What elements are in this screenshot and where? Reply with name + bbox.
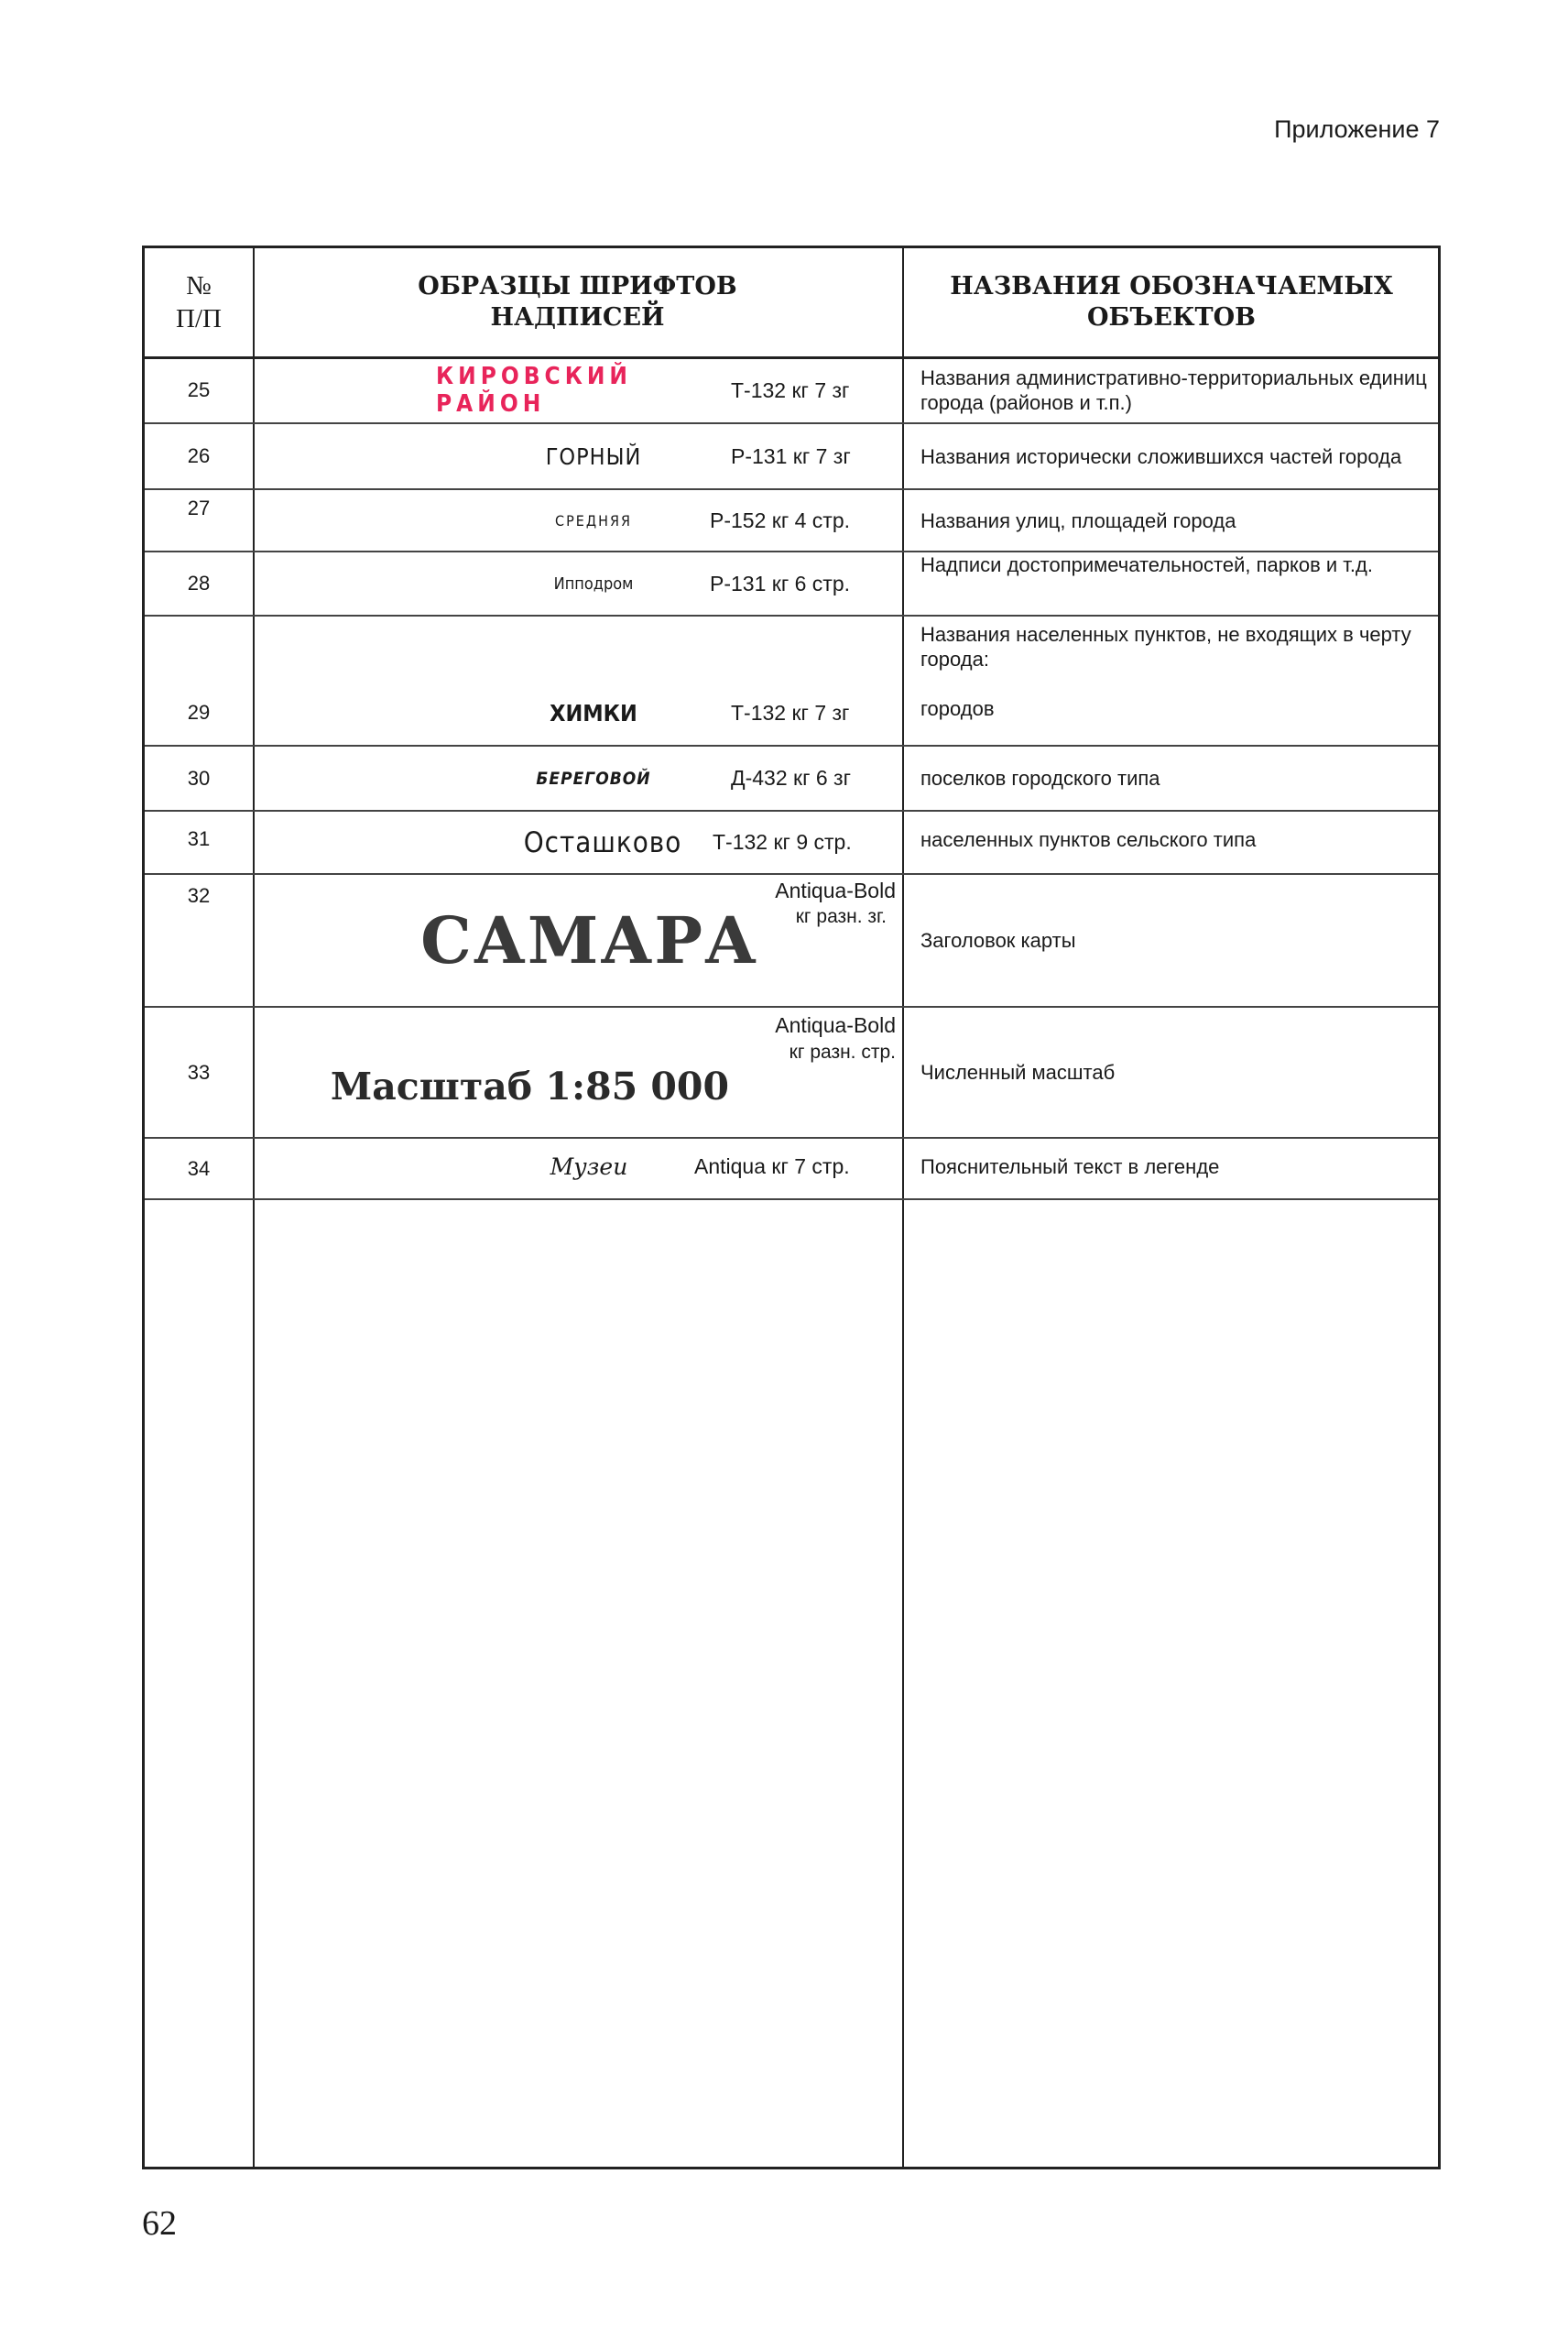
object-description: Численный масштаб	[920, 1061, 1116, 1084]
header-objects: НАЗВАНИЯ ОБОЗНАЧАЕМЫХ ОБЪЕКТОВ	[950, 272, 1393, 332]
row-number: 34	[187, 1156, 211, 1180]
object-description: населенных пунктов сельского типа	[920, 827, 1257, 851]
font-spec: Antiqua кг 7 стр.	[694, 1153, 850, 1178]
row-divider	[145, 1198, 1438, 1200]
font-sample: СРЕДНЯЯ	[555, 511, 632, 530]
page-number: 62	[142, 2204, 177, 2243]
object-description: Надписи достопримечательностей, парков и т.д.	[920, 553, 1373, 576]
font-spec: Antiqua-Bold	[775, 878, 896, 902]
row-number: 27	[187, 497, 211, 519]
font-spec: Р-131 кг 6 стр.	[710, 571, 851, 595]
font-spec: Р-152 кг 4 стр.	[710, 508, 851, 532]
row-number: 31	[187, 827, 211, 850]
font-spec: Т-132 кг 7 зг	[731, 377, 850, 402]
font-spec: Т-132 кг 9 стр.	[713, 830, 852, 854]
object-description: Пояснительный текст в легенде	[920, 1154, 1220, 1178]
object-description: поселков городского типа	[920, 767, 1160, 790]
row-number: 28	[187, 572, 211, 595]
row-number: 30	[187, 766, 211, 790]
object-description: Названия населенных пунктов, не входящих в черту города:	[920, 623, 1411, 671]
font-sample: БЕРЕГОВОЙ	[536, 768, 651, 789]
font-spec: Antiqua-Bold	[775, 1012, 896, 1037]
object-description: городов	[920, 696, 995, 720]
row-number: 26	[187, 444, 211, 467]
font-spec: кг разн. стр.	[789, 1042, 896, 1063]
object-description: Названия исторически сложившихся частей города	[920, 444, 1402, 468]
font-sample: Ипподром	[553, 574, 634, 594]
object-description: Заголовок карты	[920, 929, 1076, 952]
font-sample: Масштаб 1:85 000	[330, 1065, 729, 1109]
row-number: 25	[187, 378, 211, 401]
header-number: № П/П	[176, 271, 222, 333]
column-divider	[253, 248, 255, 2167]
row-number: 29	[187, 701, 211, 724]
font-spec: Д-432 кг 6 зг	[731, 766, 851, 790]
font-sample: ГОРНЫЙ	[545, 442, 642, 470]
font-sample: ХИМКИ	[550, 699, 637, 727]
font-samples-table	[142, 246, 1441, 2169]
header-samples: ОБРАЗЦЫ ШРИФТОВ НАДПИСЕЙ	[418, 272, 737, 332]
font-spec: кг разн. зг.	[795, 906, 887, 927]
font-spec: Р-131 кг 7 зг	[731, 443, 851, 468]
appendix-label: Приложение 7	[1274, 115, 1440, 143]
font-sample: Музеи	[550, 1153, 628, 1180]
font-sample: КИРОВСКИЙ РАЙОН	[436, 363, 632, 418]
object-description: Названия административно-территориальных единиц города (районов и т.п.)	[920, 366, 1427, 414]
object-description: Названия улиц, площадей города	[920, 508, 1236, 532]
font-spec: Т-132 кг 7 зг	[731, 700, 850, 725]
font-sample: САМАРА	[420, 901, 758, 978]
row-number: 32	[187, 884, 211, 907]
font-sample: Осташково	[523, 825, 682, 859]
row-number: 33	[187, 1060, 211, 1084]
